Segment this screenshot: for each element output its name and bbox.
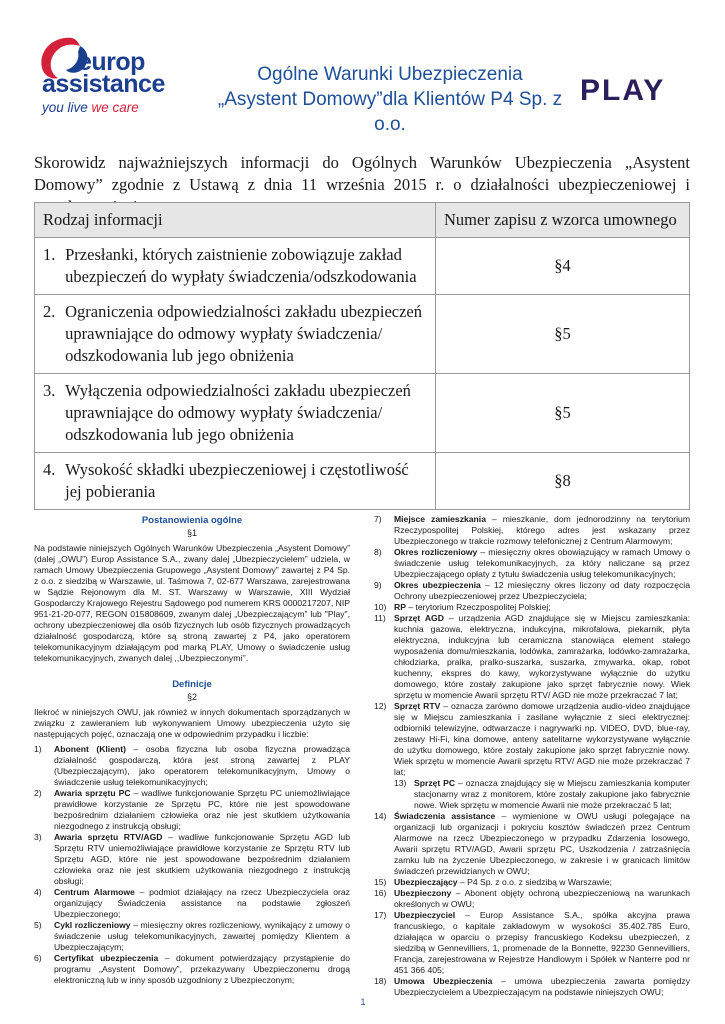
definition-body: [394, 547, 690, 580]
definition-item: [374, 888, 690, 910]
play-logo-icon: [576, 72, 686, 106]
definition-item: [34, 887, 350, 920]
definition-number: 7): [374, 514, 382, 524]
definition-item: [34, 744, 350, 788]
definition-text: – umowa ubezpieczenia zawarta pomiędzy Ubezpieczycielem a Ubezpieczającym na podstawie niniejszych OWU;: [394, 976, 690, 997]
definition-number: 15): [374, 877, 387, 887]
definition-term: Miejsce zamieszkania: [394, 514, 486, 524]
definition-text: – wymienione w OWU usługi polegające na organizacji lub organizacji i pokryciu kosztów świadczeń przez Centrum Alarmowe na rzecz Ubezpieczonego w przypadku Zdarzenia losowego, Awarii sprzętu RTV/AGD, Awarii sprzętu PC, Uszkodzenia / zatrzaśnięcia zamku lub na życzenie Ubezpieczonego, w zakresie i w granicach limitów świadczeń przewidzianych w OWU;: [394, 811, 690, 876]
table-cell-type: [35, 238, 436, 295]
row-number: 1.: [43, 245, 56, 264]
definition-item: [374, 778, 690, 811]
definition-text: – wadliwe funkcjonowanie Sprzętu PC uniemożliwiające prawidłowe korzystanie ze Sprzętu PC, które nie jest spowodowane bezpośrednim działaniem człowieka oraz nie jest skutkiem użytkowania niezgodnego z instrukcją obsługi;: [54, 788, 350, 831]
play-logo-text: PLAY: [580, 74, 666, 106]
row-number: 2.: [43, 302, 56, 321]
definition-body: [394, 910, 690, 976]
row-text: Przesłanki, których zaistnienie zobowiązuje zakład ubezpieczeń do wypłaty świadczenia/odszkodowania: [65, 245, 417, 286]
definition-body: [394, 701, 690, 778]
table-cell-type: [35, 295, 436, 374]
definition-number: 18): [374, 976, 387, 986]
definition-body: [394, 877, 690, 888]
definition-number: 14): [374, 811, 387, 821]
definitions-list-right: [374, 514, 690, 998]
section-number-1: §1: [186, 528, 197, 538]
definition-number: 8): [374, 547, 382, 557]
definition-text: – wadliwe funkcjonowanie Sprzętu AGD lub Sprzętu RTV uniemożliwiające prawidłowe korzystanie ze Sprzętu RTV lub Sprzętu AGD, które nie jest spowodowane bezpośrednim działaniem człowieka oraz nie jest skutkiem użytkowania niezgodnego z instrukcją obsługi;: [54, 832, 350, 886]
definition-body: [54, 920, 350, 953]
section-number-2: §2: [186, 692, 197, 702]
definition-term: Awaria sprzętu PC: [54, 788, 131, 798]
definition-item: [374, 514, 690, 547]
logo-word-europ: europ: [78, 48, 145, 76]
play-logo: [576, 72, 686, 106]
row-text: Wyłączenia odpowiedzialności zakładu ubezpieczeń uprawniające do odmowy wypłaty świadczenia/ odszkodowania lub jego obniżenia: [65, 381, 411, 444]
logo-tagline-part2: we care: [91, 100, 139, 115]
definition-term: Sprzęt RTV: [394, 701, 441, 711]
definition-term: Sprzęt AGD: [394, 613, 444, 623]
definition-body: [394, 811, 690, 877]
definition-item: [34, 788, 350, 832]
definition-number: 17): [374, 910, 387, 920]
info-index-table: [34, 202, 690, 510]
definition-term: Okres ubezpieczenia: [394, 580, 481, 590]
definition-term: RP: [394, 602, 406, 612]
table-row: [35, 295, 690, 374]
definition-term: Abonent (Klient): [54, 744, 126, 754]
definition-body: [414, 778, 690, 811]
definition-term: Ubezpieczający: [394, 877, 458, 887]
table-cell-ref: §5: [436, 374, 690, 453]
title-line-1: Ogólne Warunki Ubezpieczenia: [257, 64, 523, 85]
definition-number: 5): [34, 920, 42, 930]
definition-number: 3): [34, 832, 42, 842]
definition-text: – miesięczny okres obowiązujący w ramach Umowy o świadczenie usług telekomunikacyjnych, za który naliczane są przez Ubezpieczającego opłaty z tytułu świadczenia usług telekomunikacyjnych;: [394, 547, 690, 579]
definition-item: [374, 877, 690, 888]
definition-number: 9): [374, 580, 382, 590]
definition-body: [54, 953, 350, 986]
definition-term: Świadczenia assistance: [394, 811, 496, 821]
table-cell-ref: §4: [436, 238, 690, 295]
table-header-type: Rodzaj informacji: [35, 203, 436, 238]
row-text: Ograniczenia odpowiedzialności zakładu ubezpieczeń uprawniające do odmowy wypłaty świadczenia/ odszkodowania lub jego obniżenia: [65, 302, 422, 365]
definition-text: – dokument potwierdzający przystąpienie do programu „Asystent Domowy”, przekazywany Ubezpieczonemu drogą elektroniczną lub w inny sposób uzgodniony z Ubezpieczonym;: [54, 953, 350, 985]
definition-number: 11): [374, 613, 386, 623]
definition-number: 10): [374, 602, 387, 612]
table-cell-type: [35, 453, 436, 510]
logo-tagline: [42, 100, 139, 115]
definition-term: Cykl rozliczeniowy: [54, 920, 131, 930]
definition-body: [54, 788, 350, 832]
row-number: 4.: [43, 460, 56, 479]
table-row: [35, 453, 690, 510]
definition-item: [374, 976, 690, 998]
definition-text: – terytorium Rzeczpospolitej Polskiej;: [405, 602, 551, 612]
definition-item: [34, 920, 350, 953]
section2-intro: Ilekroć w niniejszych OWU, jak również w innych dokumentach sporządzanych w związku z zawieraniem lub wykonywaniem Umowy ubezpieczenia użyto się następujących pojęć, oznaczają one w odpowiednim przypadku i liczbie:: [34, 707, 350, 739]
definition-term: Centrum Alarmowe: [54, 887, 135, 897]
definition-text: – Europ Assistance S.A., spółka akcyjna prawa francuskiego, o kapitale zakładowym w wysokości 35.402.785 Euro, działająca w oparciu o przepisy francuskiego Kodeksu ubezpieczeń, z siedzibą w Gennevilliers, 1, promenade de la Bonnette, 92230 Gennevilliers, Francja, zarejestrowana w Rejestrze Handlowym i Spółek w Nanterre pod nr 451 366 405;: [394, 910, 690, 975]
definition-text: – mieszkanie, dom jednorodzinny na terytorium Rzeczypospolitej Polskiej, którego adres jest wskazany przez Ubezpieczonego w trakcie rozmowy telefonicznej z Centrum Alarmowym;: [394, 514, 690, 546]
definition-body: [54, 887, 350, 920]
definition-term: Ubezpieczyciel: [394, 910, 456, 920]
table-cell-ref: §8: [436, 453, 690, 510]
definition-number: 12): [374, 701, 387, 711]
definition-term: Certyfikat ubezpieczenia: [54, 953, 159, 963]
definition-number: 13): [394, 778, 407, 788]
logo-word-assistance: assistance: [42, 70, 165, 98]
definition-text: – miesięczny okres rozliczeniowy, wynikający z umowy o świadczenie usług telekomunikacyjnych, zawartej pomiędzy Klientem a Ubezpieczającym;: [54, 920, 350, 952]
table-header-ref: Numer zapisu z wzorca umownego: [436, 203, 690, 238]
definition-item: [374, 547, 690, 580]
definition-number: 6): [34, 953, 42, 963]
logo-tagline-part1: you live: [42, 100, 92, 115]
document-title: [200, 62, 580, 137]
table-row: [35, 238, 690, 295]
definition-text: – 12 miesięczny okres liczony od daty rozpoczęcia Ochrony ubezpieczeniowej przez Ubezpieczyciela;: [394, 580, 690, 601]
row-text: Wysokość składki ubezpieczeniowej i częstotliwość jej pobierania: [65, 460, 409, 501]
definition-body: [394, 613, 690, 701]
table-row: [35, 374, 690, 453]
title-line-2: „Asystent Domowy”dla Klientów P4 Sp. z o.o.: [217, 89, 563, 135]
left-column: [34, 514, 350, 986]
definition-number: 16): [374, 888, 387, 898]
definition-text: – osoba fizyczna lub osoba fizyczna prowadząca działalność gospodarczą, która jest stroną zawartej z PLAY (Ubezpieczającym), jako operatorem telekomunikacyjnym, Umowy o świadczenie usług telekomunikacyjnych;: [54, 744, 350, 787]
definition-body: [394, 888, 690, 910]
definition-item: [374, 602, 690, 613]
row-number: 3.: [43, 381, 56, 400]
definition-item: [374, 701, 690, 778]
definition-term: Umowa Ubezpieczenia: [394, 976, 493, 986]
definition-text: – podmiot działający na rzecz Ubezpieczyciela oraz organizujący Świadczenia assistance na podstawie zgłoszeń Ubezpieczonego;: [54, 887, 350, 919]
definition-item: [34, 953, 350, 986]
definition-body: [394, 976, 690, 998]
section1-paragraph: Na podstawie niniejszych Ogólnych Warunków Ubezpieczenia „Asystent Domowy” (dalej „OWU”) Europ Assistance S.A., zwany dalej „Ubezpieczycielem” udziela, w ramach Umowy Ubezpieczenia Grupowego „Asystent Domowy” zawartej z P4 Sp. z o.o. z siedzibą w Warszawie, ul. Taśmowa 7, 02-677 Warszawa, zarejestrowana w Sądzie Rejonowym dla M. ST. Warszawy w Warszawie, XIII Wydział Gospodarczy Krajowego Rejestru Sądowego pod numerem KRS 0000217207, NIP 951-21-20-077, REGON 015808609, zwanym dalej „Ubezpieczającym” lub "Play", ochrony ubezpieczeniowej dla osób fizycznych lub osób fizycznych prowadzących działalność gospodarczą, które są stroną zawartej z P4, jako operatorem telekomunikacyjnym działającym pod marką PLAY, Umowy o świadczenie usług telekomunikacyjnych, zwanych dalej ,,Ubezpieczonymi’’.: [34, 543, 350, 663]
definition-term: Sprzęt PC: [414, 778, 456, 788]
definition-body: [394, 514, 690, 547]
definitions-list-left: [34, 744, 350, 986]
definition-term: Ubezpieczony: [394, 888, 452, 898]
definition-item: [374, 811, 690, 877]
definition-term: Okres rozliczeniowy: [394, 547, 478, 557]
definition-text: – P4 Sp. z o.o. z siedzibą w Warszawie;: [457, 877, 612, 887]
table-header-row: [35, 203, 690, 238]
definition-body: [394, 580, 690, 602]
definition-term: Awaria sprzętu RTV/AGD: [54, 832, 163, 842]
europ-assistance-logo: [34, 34, 184, 134]
definition-text: – oznacza znajdujący się w Miejscu zamieszkania komputer stacjonarny wraz z monitorem, które zostały zakupione jako fabrycznie nowe. Wiek sprzętu w momencie Awarii nie może przekraczać 5 lat;: [414, 778, 691, 810]
definition-text: – urządzenia AGD znajdujące się w Miejscu zamieszkania: kuchnia gazowa, elektryczna, indukcyjna, mikrofalowa, piekarnik, płyta elektryczna, indukcyjna lub ceramiczna stanowiąca element stałego wyposażenia domu/mieszkania, lodówka, zamrażarka, lodówko-zamrażarka, chłodziarka, pralka, pralko-suszarka, suszarka, zmywarka, okap, robot kuchenny, ekspres do kawy, wykorzystywane wyłącznie do użytku domowego, które zostały zakupione jako sprzęt fabrycznie nowy. Wiek sprzętu w momencie Awarii sprzętu RTV/ AGD nie może przekraczać 7 lat;: [394, 613, 690, 700]
definition-item: [374, 580, 690, 602]
definition-number: 2): [34, 788, 42, 798]
definition-body: [54, 832, 350, 887]
definition-item: [374, 910, 690, 976]
definition-text: – oznacza zarówno domowe urządzenia audio-video znajdujące się w Miejscu zamieszkania i zasilane wyłącznie z sieci elektrycznej: odbiorniki telewizyjne, odtwarzacze i nagrywarki np. VIDEO, DVD, blue-ray, zestawy Hi-Fi, kina domowe, anteny satelitarne wykorzystywane wyłącznie do użytku domowego, które zostały zakupione jako sprzęt fabrycznie nowy. Wiek sprzętu w momencie Awarii sprzętu RTV/ AGD nie może przekraczać 7 lat;: [394, 701, 690, 777]
section-title-general: Postanowienia ogólne: [141, 515, 243, 526]
section-title-definitions: Definicje: [172, 679, 212, 690]
definition-number: 1): [34, 744, 42, 754]
table-cell-type: [35, 374, 436, 453]
definition-number: 4): [34, 887, 42, 897]
page-number: 1: [360, 997, 366, 1007]
definition-item: [34, 832, 350, 887]
definition-body: [54, 744, 350, 788]
table-cell-ref: §5: [436, 295, 690, 374]
definition-body: [394, 602, 690, 613]
definition-item: [374, 613, 690, 701]
right-column: [374, 514, 690, 998]
intro-paragraph: Skorowidz najważniejszych informacji do Ogólnych Warunków Ubezpieczenia „Asystent Domowy” zgodnie z Ustawą z dnia 11 września 2015 r. o działalności ubezpieczeniowej i: [34, 153, 690, 194]
definition-text: – Abonent objęty ochroną ubezpieczeniową na warunkach określonych w OWU;: [394, 888, 690, 909]
